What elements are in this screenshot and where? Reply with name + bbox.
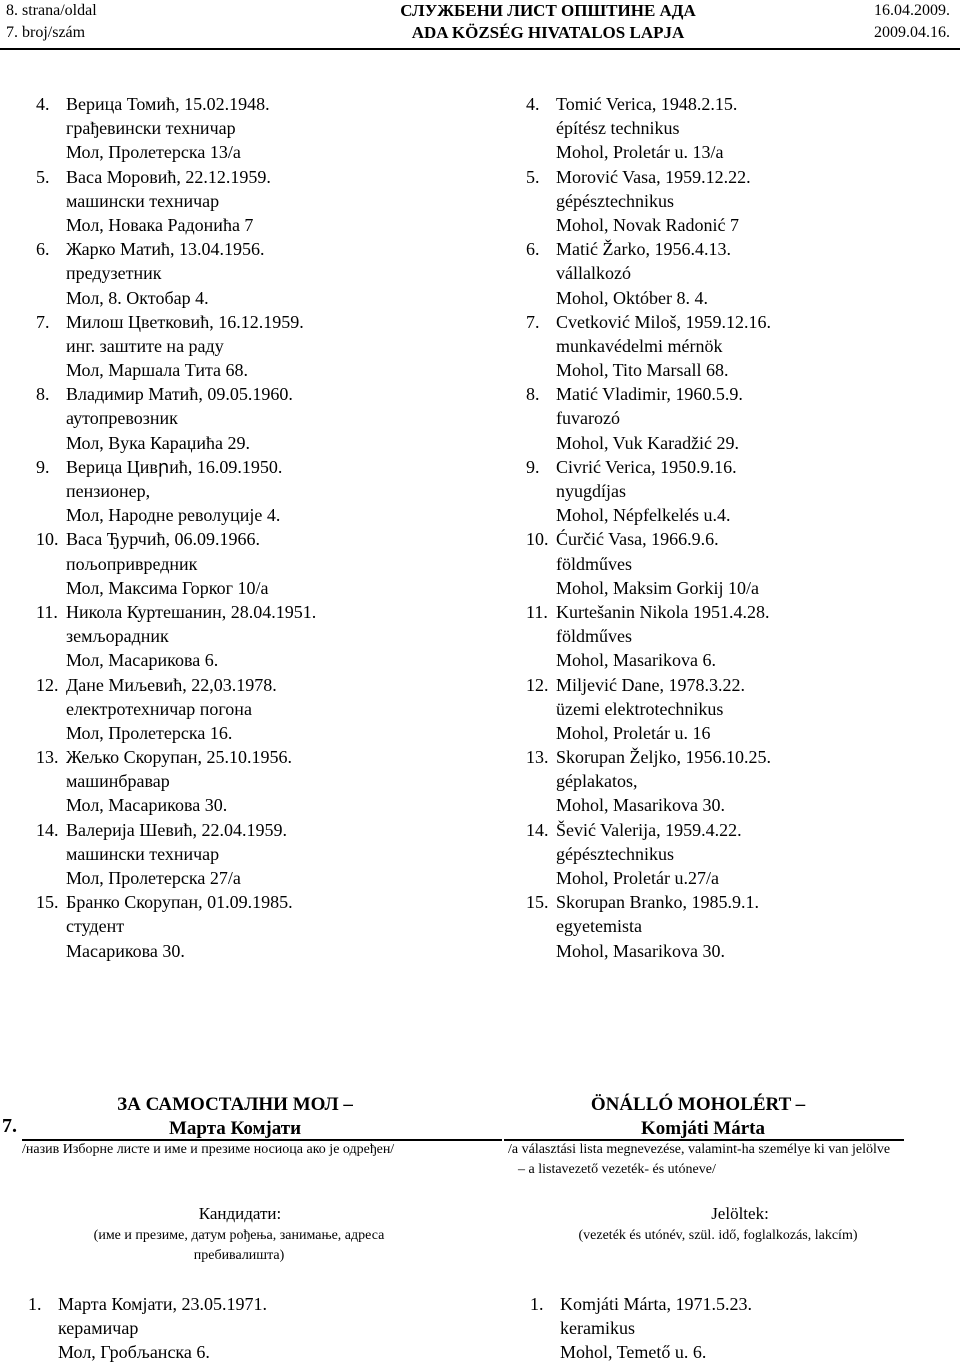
candidate-occupation: грађевински техничар	[66, 118, 236, 139]
candidate-address: Мол, 8. Октобар 4.	[66, 287, 209, 308]
candidate-name: Morović Vasa, 1959.12.22.	[556, 166, 751, 187]
candidate-number: 10.	[526, 529, 549, 550]
candidate-name: Васа Ђурчић, 06.09.1966.	[66, 529, 260, 550]
candidate-entry	[526, 165, 946, 238]
candidate-occupation: земљорадник	[66, 626, 169, 647]
candidate-occupation: предузетник	[66, 263, 162, 284]
candidate-number: 7.	[526, 311, 540, 332]
candidate-entry	[36, 818, 476, 891]
candidate-occupation: пензионер,	[66, 481, 151, 501]
candidate-address: Mohol, Proletár u. 13/a	[556, 142, 724, 163]
candidate-occupation: пољопривредник	[66, 553, 198, 574]
candidate-address: Mohol, Tito Marsall 68.	[556, 360, 729, 381]
candidates-note-hungarian: (vezeték és utónév, szül. idő, foglalkozás, lakcím)	[578, 1228, 858, 1243]
candidate-number: 4.	[36, 94, 50, 114]
candidate-address: Мол, Пролетерска 27/а	[66, 868, 241, 888]
candidate-name: Miljević Dane, 1978.3.22.	[556, 674, 745, 695]
candidate-address: Мол, Масарикова 30.	[66, 795, 228, 816]
list-number: 7.	[2, 1115, 17, 1137]
gazette-title-serbian: СЛУЖБЕНИ ЛИСТ ОПШТИНЕ АДА	[400, 1, 696, 20]
issue-number-label: 7. broj/szám	[6, 24, 86, 41]
candidate-entry	[36, 165, 476, 238]
candidate-number: 15.	[36, 892, 59, 913]
candidate-entry	[526, 745, 946, 818]
candidate-name: Милош Цветковић, 16.12.1959.	[66, 311, 304, 332]
candidate-number: 12.	[36, 674, 59, 695]
candidate-name: Ćurčić Vasa, 1966.9.6.	[556, 529, 719, 550]
candidate-address: Мол, Максима Горког 10/а	[66, 577, 269, 598]
candidate-address: Мол, Маршала Тита 68.	[66, 360, 249, 381]
candidate-entry	[36, 92, 476, 165]
candidate-occupation: üzemi elektrotechnikus	[556, 698, 724, 719]
candidate-occupation: vállalkozó	[556, 263, 631, 284]
candidate-number: 5.	[526, 166, 540, 187]
candidate-entry	[526, 890, 946, 963]
candidate-address: Мол, Народне револуције 4.	[66, 505, 281, 526]
candidate-number: 4.	[526, 94, 540, 114]
page-number-label: 8. strana/oldal	[6, 2, 97, 19]
candidate-entry	[526, 455, 946, 528]
header-rule	[0, 48, 960, 50]
candidate-entry	[526, 527, 946, 600]
candidate-name: Верица Цивրић, 16.09.1950.	[66, 456, 283, 477]
candidate-number: 13.	[36, 747, 59, 768]
list-caption-serbian: /назив Изборне листе и име и презиме носиоца ако је одређен/	[22, 1142, 395, 1157]
candidate-number: 13.	[526, 747, 549, 768]
candidate-occupation: електротехничар погона	[66, 698, 252, 719]
candidate-occupation: машински техничар	[66, 843, 220, 864]
candidate-name: Васа Моровић, 22.12.1959.	[66, 166, 271, 187]
candidate-occupation: földműves	[556, 553, 632, 574]
candidate-occupation: керамичар	[58, 1318, 139, 1339]
candidate-number: 8.	[526, 384, 540, 405]
serbian-candidates-list	[36, 92, 476, 963]
candidate-occupation: építész technikus	[556, 118, 680, 139]
candidate-entry	[526, 600, 946, 673]
candidate-entry	[526, 310, 946, 383]
list-caption-hungarian-line1: /a választási lista megnevezése, valamint-ha személye ki van jelölve	[508, 1142, 891, 1157]
candidate-address: Mohol, Maksim Gorkij 10/a	[556, 577, 759, 598]
candidate-address: Мол, Пролетерска 16.	[66, 722, 233, 743]
candidate-occupation: gépésztechnikus	[556, 190, 674, 211]
candidate-name: Никола Куртешанин, 28.04.1951.	[66, 601, 317, 622]
candidate-address: Mohol, Masarikova 6.	[556, 650, 716, 671]
candidate-number: 11.	[36, 601, 58, 622]
candidate-entry	[526, 382, 946, 455]
candidates-label-serbian: Кандидати:	[198, 1204, 282, 1223]
candidate-address: Mohol, Temető u. 6.	[560, 1342, 707, 1363]
candidates-note-serbian-line2: пребивалишта)	[193, 1248, 285, 1263]
list-caption-hungarian-line2: – a listavezető vezeték- és utóneve/	[518, 1162, 716, 1177]
candidate-number: 6.	[36, 239, 50, 260]
hungarian-candidates-list	[526, 92, 946, 963]
candidate-name: Бранко Скорупан, 01.09.1985.	[66, 892, 293, 913]
list7-first-candidate-serbian	[28, 1292, 468, 1365]
candidate-occupation: keramikus	[560, 1318, 635, 1339]
candidate-name: Верица Томић, 15.02.1948.	[66, 94, 270, 114]
date-hungarian: 2009.04.16.	[874, 24, 950, 41]
list-holder-serbian: Марта Комјати	[168, 1118, 302, 1139]
candidate-occupation: аутопревозник	[66, 408, 178, 429]
gazette-title-hungarian: ADA KÖZSÉG HIVATALOS LAPJA	[411, 23, 685, 42]
candidate-number: 11.	[526, 601, 548, 622]
candidate-number: 7.	[36, 311, 50, 332]
candidate-number: 1.	[530, 1294, 544, 1314]
candidate-name: Валерија Шевић, 22.04.1959.	[66, 819, 288, 840]
candidate-number: 9.	[526, 456, 540, 477]
date-serbian: 16.04.2009.	[874, 2, 950, 19]
candidate-name: Komjáti Márta, 1971.5.23.	[560, 1294, 752, 1314]
candidate-name: Владимир Матић, 09.05.1960.	[66, 384, 293, 405]
list-title-serbian: ЗА САМОСТАЛНИ МОЛ –	[117, 1094, 353, 1115]
candidate-number: 15.	[526, 892, 549, 913]
candidate-address: Масарикова 30.	[66, 940, 185, 961]
candidate-name: Matić Vladimir, 1960.5.9.	[556, 384, 743, 405]
candidate-name: Марта Комјати, 23.05.1971.	[58, 1294, 268, 1314]
candidate-occupation: földműves	[556, 626, 632, 647]
candidate-entry	[36, 600, 476, 673]
candidates-label-hungarian: Jelöltek:	[711, 1204, 769, 1223]
candidate-address: Mohol, Masarikova 30.	[556, 795, 725, 816]
candidate-number: 1.	[28, 1294, 42, 1314]
candidate-name: Жарко Матић, 13.04.1956.	[66, 239, 265, 260]
candidate-address: Mohol, Masarikova 30.	[556, 940, 725, 961]
candidates-note-serbian-line1: (име и презиме, датум рођења, занимање, адреса	[93, 1228, 385, 1243]
candidate-occupation: машинбравар	[66, 771, 170, 792]
candidate-address: Mohol, Proletár u.27/a	[556, 868, 719, 888]
candidate-occupation: munkavédelmi mérnök	[556, 335, 723, 356]
candidate-address: Мол, Пролетерска 13/а	[66, 142, 241, 163]
candidate-entry	[36, 673, 476, 746]
candidate-occupation: géplakatos,	[556, 771, 638, 792]
candidate-name: Cvetković Miloš, 1959.12.16.	[556, 311, 771, 332]
list-holder-hungarian: Komjáti Márta	[641, 1118, 765, 1139]
list7-first-candidate-hungarian	[530, 1292, 950, 1365]
candidate-address: Mohol, Vuk Karadžić 29.	[556, 432, 740, 453]
candidate-number: 8.	[36, 384, 50, 405]
candidate-occupation: машински техничар	[66, 190, 220, 211]
candidate-number: 14.	[36, 819, 59, 840]
candidate-name: Skorupan Branko, 1985.9.1.	[556, 892, 759, 913]
candidate-name: Tomić Verica, 1948.2.15.	[556, 94, 738, 114]
candidate-address: Мол, Новака Радонића 7	[66, 214, 254, 235]
candidate-occupation: fuvarozó	[556, 408, 620, 429]
candidate-entry	[526, 237, 946, 310]
list-title-hungarian: ÖNÁLLÓ MOHOLÉRT –	[590, 1094, 806, 1115]
candidate-occupation: инг. заштите на раду	[66, 335, 224, 356]
candidate-entry	[36, 455, 476, 528]
candidate-entry	[36, 237, 476, 310]
candidate-address: Мол, Масарикова 6.	[66, 650, 219, 671]
candidate-entry	[526, 673, 946, 746]
candidate-entry	[36, 745, 476, 818]
candidate-occupation: студент	[66, 916, 125, 937]
candidate-address: Мол, Вука Караџића 29.	[66, 432, 251, 453]
candidate-entry	[36, 310, 476, 383]
candidate-address: Mohol, Proletár u. 16	[556, 722, 711, 743]
candidate-name: Skorupan Željko, 1956.10.25.	[556, 747, 771, 768]
candidate-number: 10.	[36, 529, 59, 550]
candidate-entry	[526, 818, 946, 891]
candidate-name: Жељко Скорупан, 25.10.1956.	[66, 747, 292, 768]
candidate-entry	[526, 92, 946, 165]
candidate-number: 6.	[526, 239, 540, 260]
candidate-name: Civrić Verica, 1950.9.16.	[556, 456, 737, 477]
candidate-address: Mohol, Novak Radonić 7	[556, 214, 739, 235]
candidate-name: Matić Žarko, 1956.4.13.	[556, 239, 731, 260]
candidate-number: 12.	[526, 674, 549, 695]
candidate-entry	[36, 382, 476, 455]
candidate-name: Дане Миљевић, 22,03.1978.	[66, 674, 277, 695]
candidate-entry	[36, 890, 476, 963]
candidate-address: Mohol, Október 8. 4.	[556, 287, 708, 308]
candidate-name: Šević Valerija, 1959.4.22.	[556, 819, 742, 840]
candidate-entry	[36, 527, 476, 600]
candidate-name: Kurtešanin Nikola 1951.4.28.	[556, 601, 770, 622]
candidate-occupation: nyugdíjas	[556, 481, 626, 501]
candidate-address: Мол, Гробљанска 6.	[58, 1342, 210, 1363]
candidate-address: Mohol, Népfelkelés u.4.	[556, 505, 731, 526]
candidate-number: 9.	[36, 456, 50, 477]
candidate-number: 5.	[36, 166, 50, 187]
candidate-occupation: egyetemista	[556, 916, 642, 937]
candidate-occupation: gépésztechnikus	[556, 843, 674, 864]
candidate-number: 14.	[526, 819, 549, 840]
